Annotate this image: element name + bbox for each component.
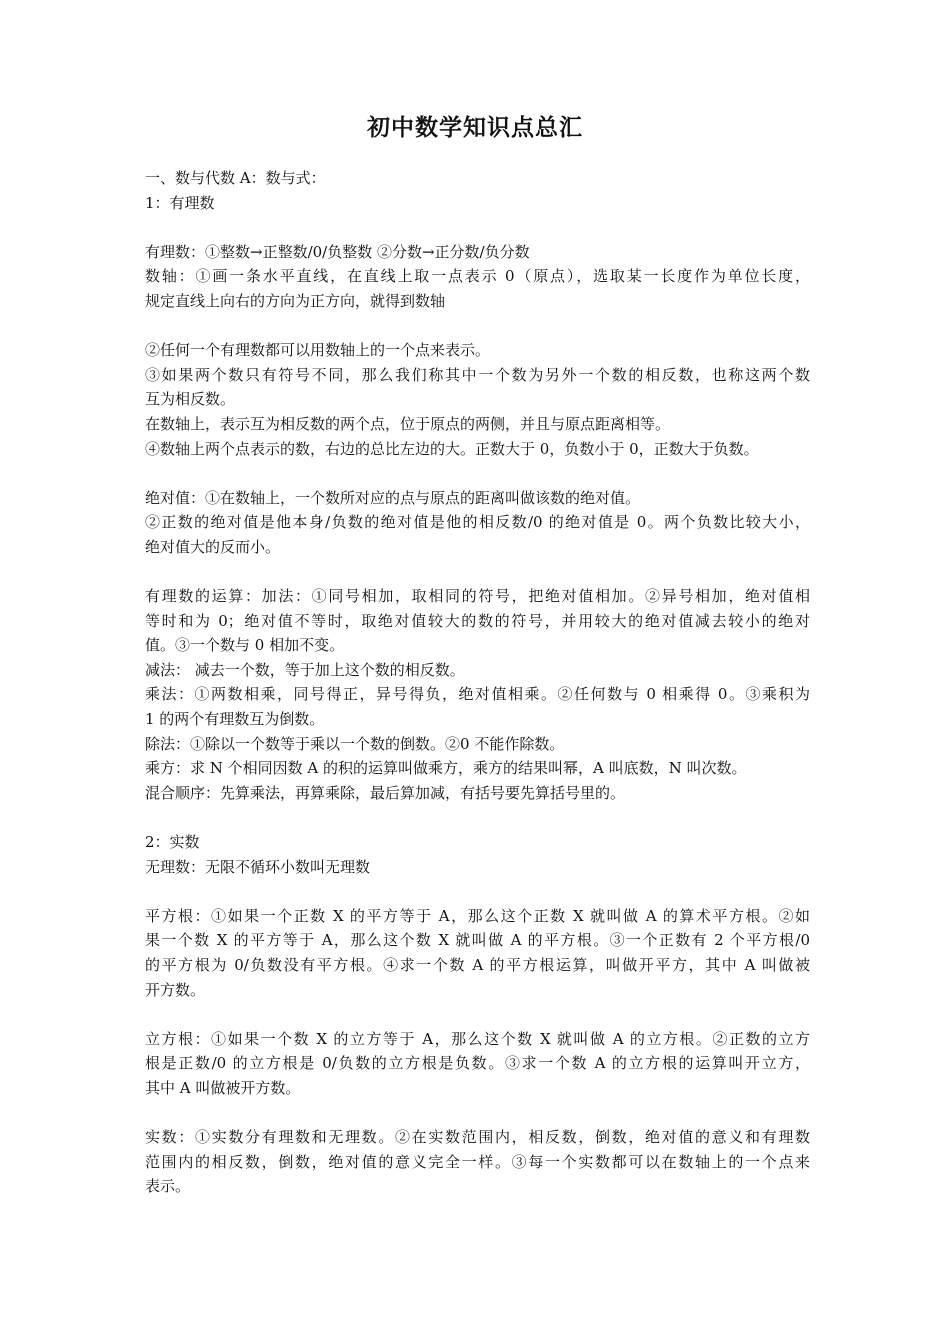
text-line: 数轴：①画一条水平直线，在直线上取一点表示 0（原点），选取某一长度作为单位长度， <box>145 267 810 286</box>
document-body <box>145 166 810 1199</box>
paragraph-spacer <box>145 215 810 240</box>
text-line: 值。③一个数与 0 相加不变。 <box>145 636 345 655</box>
text-line: ④数轴上两个点表示的数，右边的总比左边的大。正数大于 0，负数小于 0，正数大于负数。 <box>145 439 759 458</box>
text-line: 其中 A 叫做被开方数。 <box>145 1078 301 1097</box>
text-line: 有理数：①整数→正整数/0/负整数 ②分数→正分数/负分数 <box>145 242 530 261</box>
text-line: 绝对值：①在数轴上，一个数所对应的点与原点的距离叫做该数的绝对值。 <box>145 488 641 507</box>
paragraph-spacer <box>145 805 810 830</box>
text-line: 混合顺序：先算乘法，再算乘除，最后算加减，有括号要先算括号里的。 <box>145 783 626 802</box>
text-line: 无理数：无限不循环小数叫无理数 <box>145 857 371 876</box>
text-line: 根是正数/0 的立方根是 0/负数的立方根是负数。③求一个数 A 的立方根的运算叫开立方， <box>145 1054 810 1073</box>
text-line: 规定直线上向右的方向为正方向，就得到数轴 <box>145 291 446 310</box>
text-line: 范围内的相反数，倒数，绝对值的意义完全一样。③每一个实数都可以在数轴上的一个点来 <box>145 1152 810 1171</box>
text-line: ②正数的绝对值是他本身/负数的绝对值是他的相反数/0 的绝对值是 0。两个负数比较大小， <box>145 513 810 532</box>
text-line: 1 的两个有理数互为倒数。 <box>145 710 325 729</box>
paragraph-spacer <box>145 1101 810 1126</box>
paragraph-spacer <box>145 1002 810 1027</box>
text-line: 果一个数 X 的平方等于 A，那么这个数 X 就叫做 A 的平方根。③一个正数有 2 个平方根/0 <box>145 931 810 950</box>
text-line: 1：有理数 <box>145 193 215 212</box>
text-line: 立方根：①如果一个数 X 的立方等于 A，那么这个数 X 就叫做 A 的立方根。②正数的立方 <box>145 1029 810 1048</box>
paragraph-spacer <box>145 879 810 904</box>
text-line: 实数：①实数分有理数和无理数。②在实数范围内，相反数，倒数，绝对值的意义和有理数 <box>145 1128 810 1147</box>
text-line: 减法： 减去一个数，等于加上这个数的相反数。 <box>145 660 465 679</box>
text-line: 2：实数 <box>145 833 200 852</box>
text-line: 在数轴上，表示互为相反数的两个点，位于原点的两侧，并且与原点距离相等。 <box>145 414 671 433</box>
text-line: 表示。 <box>145 1177 191 1196</box>
text-line: 有理数的运算：加法：①同号相加，取相同的符号，把绝对值相加。②异号相加，绝对值相 <box>145 587 810 606</box>
text-line: 绝对值大的反而小。 <box>145 537 281 556</box>
text-line: 除法：①除以一个数等于乘以一个数的倒数。②0 不能作除数。 <box>145 734 565 753</box>
document-title: 初中数学知识点总汇 <box>367 115 583 141</box>
text-line: 的平方根为 0/负数没有平方根。④求一个数 A 的平方根运算，叫做开平方，其中 A 叫做被 <box>145 956 810 974</box>
text-line: ②任何一个有理数都可以用数轴上的一个点来表示。 <box>145 341 491 360</box>
paragraph-spacer <box>145 314 810 339</box>
text-line: 一、数与代数 A：数与式： <box>145 169 326 187</box>
paragraph-spacer <box>145 560 810 585</box>
paragraph-spacer <box>145 461 810 486</box>
text-line: ③如果两个数只有符号不同，那么我们称其中一个数为另外一个数的相反数，也称这两个数 <box>145 365 810 384</box>
text-line: 平方根：①如果一个正数 X 的平方等于 A，那么这个正数 X 就叫做 A 的算术平方根。②如 <box>145 906 810 925</box>
text-line: 开方数。 <box>145 980 206 999</box>
text-line: 等时和为 0；绝对值不等时，取绝对值较大的数的符号，并用较大的绝对值减去较小的绝对 <box>145 611 810 630</box>
text-line: 乘方：求 N 个相同因数 A 的积的运算叫做乘方，乘方的结果叫幂，A 叫底数，N 叫次数。 <box>145 759 747 778</box>
text-line: 互为相反数。 <box>145 390 236 409</box>
text-line: 乘法：①两数相乘，同号得正，异号得负，绝对值相乘。②任何数与 0 相乘得 0。③乘积为 <box>145 685 810 704</box>
